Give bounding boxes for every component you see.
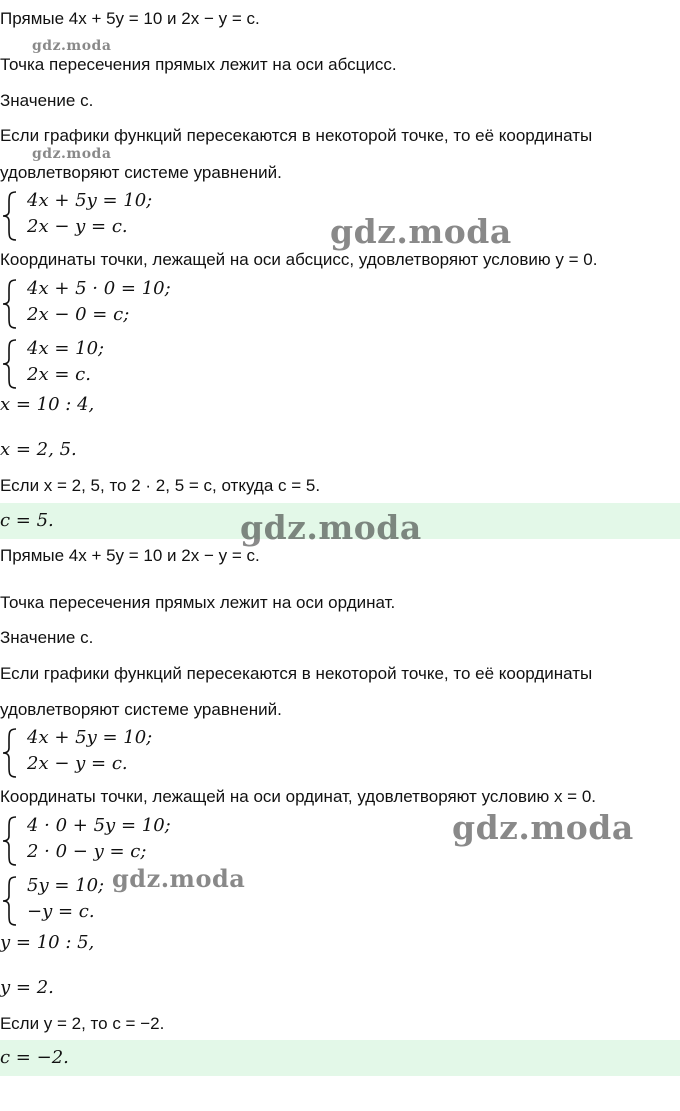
p2-conclusion: Если y = 2, то c = −2. (0, 1014, 165, 1033)
brace-icon (0, 727, 20, 779)
p2-calc-2: y = 2. (0, 977, 54, 998)
brace-icon (0, 190, 20, 242)
equation-row-2: 2x − y = c. (27, 753, 128, 774)
p1-calc-2: x = 2, 5. (0, 439, 77, 460)
p1-system-2 (0, 278, 240, 328)
p1-system-1 (0, 190, 240, 240)
equation-row-1: 4x + 5y = 10; (27, 727, 153, 748)
p2-system-1 (0, 727, 240, 777)
p2-answer-box (0, 1040, 680, 1076)
p1-calc-1: x = 10 : 4, (0, 394, 95, 415)
watermark: gdz.moda (240, 508, 422, 547)
watermark: gdz.moda (112, 864, 246, 893)
p2-line-find: Значение c. (0, 628, 94, 647)
equation-row-1: 4 · 0 + 5y = 10; (27, 815, 171, 836)
watermark: gdz.moda (32, 38, 112, 54)
p2-line-condition: Точка пересечения прямых лежит на оси ординат. (0, 593, 396, 612)
p1-line-intro-1: Если графики функций пересекаются в некоторой точке, то её координаты (0, 126, 593, 145)
equation-row-1: 4x + 5 · 0 = 10; (27, 278, 171, 299)
equation-row-2: 2 · 0 − y = c; (27, 841, 147, 862)
equation-row-2: −y = c. (27, 901, 95, 922)
p1-conclusion: Если x = 2, 5, то 2 · 2, 5 = c, откуда c = 5. (0, 476, 321, 495)
equation-row-1: 4x + 5y = 10; (27, 190, 153, 211)
p1-line-intro-2: удовлетворяют системе уравнений. (0, 163, 282, 182)
p1-answer: c = 5. (0, 510, 54, 531)
brace-icon (0, 338, 20, 390)
watermark: gdz.moda (330, 212, 512, 251)
p1-system-3 (0, 338, 240, 388)
watermark: gdz.moda (32, 146, 112, 162)
brace-icon (0, 815, 20, 867)
p1-line-condition: Точка пересечения прямых лежит на оси абсцисс. (0, 55, 397, 74)
equation-row-1: 5y = 10; (27, 875, 105, 896)
p2-calc-1: y = 10 : 5, (0, 932, 95, 953)
p2-line-intro-1: Если графики функций пересекаются в некоторой точке, то её координаты (0, 664, 593, 683)
p1-line-lines: Прямые 4x + 5y = 10 и 2x − y = c. (0, 9, 260, 28)
p1-line-axis-condition: Координаты точки, лежащей на оси абсцисс, удовлетворяют условию y = 0. (0, 250, 598, 269)
watermark: gdz.moda (452, 808, 634, 847)
p2-line-intro-2: удовлетворяют системе уравнений. (0, 700, 282, 719)
equation-row-2: 2x − y = c. (27, 216, 128, 237)
p2-line-lines: Прямые 4x + 5y = 10 и 2x − y = c. (0, 546, 260, 565)
equation-row-1: 4x = 10; (27, 338, 105, 359)
p2-system-2 (0, 815, 240, 865)
brace-icon (0, 278, 20, 330)
equation-row-2: 2x = c. (27, 364, 91, 385)
equation-row-2: 2x − 0 = c; (27, 304, 130, 325)
p2-line-axis-condition: Координаты точки, лежащей на оси ординат, удовлетворяют условию x = 0. (0, 787, 596, 806)
brace-icon (0, 875, 20, 927)
p1-line-find: Значение c. (0, 91, 94, 110)
p2-answer: c = −2. (0, 1047, 69, 1068)
